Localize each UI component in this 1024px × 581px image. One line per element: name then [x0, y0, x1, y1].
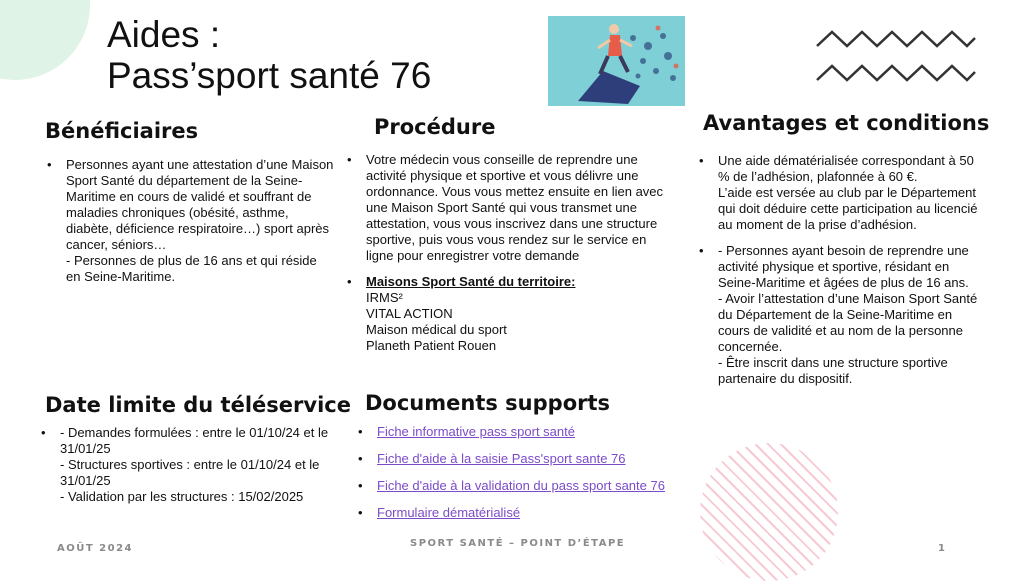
list-item: • Personnes ayant une attestation d’une Maison Sport Santé du département de la Seine-Maritime en cours de validé et souffrant de maladies chroniques (obésité, asthme, diabète, déficience respiratoire…) sport après cancer, séniors… - Personnes de plus de 16 ans et qui réside en Seine-Maritime. — [44, 157, 334, 285]
beneficiaires-list — [44, 157, 334, 285]
list-item — [355, 450, 695, 467]
maisons-title: • Maisons Sport Santé du territoire: — [366, 274, 576, 289]
footer-date: AOÛT 2024 — [57, 543, 133, 554]
list-item — [355, 477, 695, 494]
link-fiche-aide-saisie[interactable]: Fiche d'aide à la saisie Pass'sport sante 76 — [377, 451, 626, 466]
avantages-list — [696, 153, 986, 387]
slide-title-line1: Aides : — [107, 14, 221, 55]
beneficiaires-heading: Bénéficiaires — [45, 119, 199, 143]
link-formulaire[interactable]: Formulaire dématérialisé — [377, 505, 521, 520]
maisons-names: IRMS² VITAL ACTION Maison médical du sport Planeth Patient Rouen — [366, 290, 507, 353]
avantages-heading: Avantages et conditions — [703, 111, 990, 135]
procedure-list — [344, 152, 664, 354]
list-item — [355, 504, 695, 521]
slide-title — [107, 14, 431, 96]
date-limite-heading: Date limite du téléservice — [45, 393, 351, 417]
documents-list — [355, 423, 695, 531]
link-fiche-aide-validation[interactable]: Fiche d'aide à la validation du pass sport sante 76 — [377, 478, 665, 493]
decorative-circle — [0, 0, 90, 80]
link-fiche-informative[interactable]: Fiche informative pass sport santé — [377, 424, 575, 439]
decorative-zigzag — [815, 28, 977, 90]
documents-heading: Documents supports — [365, 391, 611, 415]
list-item: • Une aide dématérialisée correspondant à 50 % de l’adhésion, plafonnée à 60 €. L’aide est versée au club par le Département qui doit déduire cette participation au licencié au moment de la prise d’adhésion. — [696, 153, 986, 233]
list-item: • Votre médecin vous conseille de reprendre une activité physique et sportive et vous délivre une ordonnance. Vous vous mettez ensuite en lien avec une Maison Sport Santé qui vous transmet une attestation, vous vous inscrivez dans une structure sportive, puis vous vous rendez sur le service en ligne pour enregistrer votre demande — [344, 152, 664, 264]
list-item — [355, 423, 695, 440]
maisons-list-item — [344, 274, 664, 354]
list-item: • - Demandes formulées : entre le 01/10/24 et le 31/01/25 - Structures sportives : entre le 01/10/24 et le 31/01/25 - Validation par les structures : 15/02/2025 — [38, 425, 338, 505]
date-limite-list — [38, 425, 338, 505]
hero-illustration — [548, 16, 685, 106]
footer-title: SPORT SANTÉ – POINT D’ÉTAPE — [410, 538, 626, 549]
slide-title-line2: Pass’sport santé 76 — [107, 55, 432, 96]
decorative-striped-circle — [700, 443, 838, 581]
page-number: 1 — [938, 543, 947, 554]
list-item: • - Personnes ayant besoin de reprendre une activité physique et sportive, résidant en Seine-Maritime et âgées de plus de 16 ans. - Avoir l’attestation d’une Maison Sport Santé du Département de la Seine-Maritime en cours de validité et au nom de la personne concernée. - Être inscrit dans une structure sportive partenaire du dispositif. — [696, 243, 986, 387]
procedure-heading: Procédure — [374, 115, 496, 139]
